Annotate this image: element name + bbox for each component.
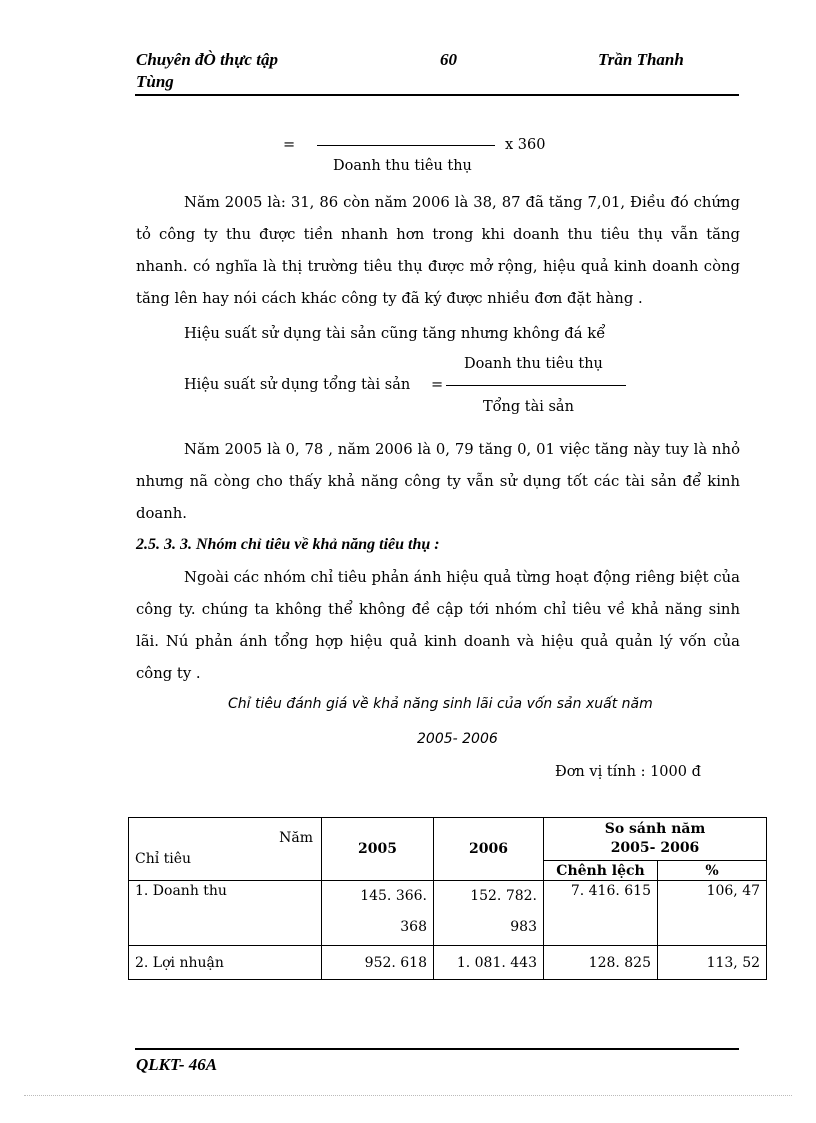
header-2006: 2006 [434, 818, 544, 881]
row-label: 2. Lợi nhuận [129, 946, 322, 980]
paragraph-receivables: Năm 2005 là: 31, 86 còn năm 2006 là 38, 87 đã tăng 7,01, Điều đó chứng tỏ công ty thu được tiền nhanh hơn trong khi doanh thu tiêu thụ vẫn tăng nhanh. có nghĩa là thị trường tiêu thụ được mở rộng, hiệu quả kinh doanh còng tăng lên hay nói cách khác công ty đã ký được nhiều đơn đặt hàng . [136, 194, 740, 307]
formula1-multiplier: x 360 [505, 137, 546, 153]
formula2-label: Hiệu suất sử dụng tổng tài sản [184, 377, 411, 393]
row-value-2005: 952. 618 [322, 946, 434, 980]
footer-rule [135, 1048, 739, 1050]
formula2-fraction-bar [446, 385, 626, 386]
header-comparison-line2: 2005- 2006 [610, 840, 700, 856]
header-2005: 2005 [322, 818, 434, 881]
row-label: 1. Doanh thu [129, 881, 322, 946]
header-left-title: Chuyên đÒ thực tập [136, 50, 278, 69]
header-indicator-label: Chỉ tiêu [135, 851, 192, 867]
footer-text: QLKT- 46A [136, 1055, 218, 1074]
paragraph-profitability-intro: Ngoài các nhóm chỉ tiêu phản ánh hiệu quả từng hoạt động riêng biệt của công ty. chúng ta không thể không đề cập tới nhóm chỉ tiêu về khả năng sinh lãi. Nú phản ánh tổng hợp hiệu quả kinh doanh và hiệu quả quản lý vốn của công ty . [136, 569, 740, 682]
header-year-label: Năm [279, 830, 313, 846]
row-value-2005: 145. 366. 368 [322, 881, 434, 946]
header-corner-cell [129, 818, 322, 881]
header-difference: Chênh lệch [544, 861, 658, 881]
row-percent: 113, 52 [658, 946, 767, 980]
formula2-numerator: Doanh thu tiêu thụ [464, 356, 603, 372]
header-comparison [544, 818, 767, 861]
row-value-2006: 1. 081. 443 [434, 946, 544, 980]
header-author: Trần Thanh [598, 50, 684, 69]
page-bottom-border [24, 1095, 792, 1096]
header-rule [135, 94, 739, 96]
row-value-2006: 152. 782. 983 [434, 881, 544, 946]
page-number: 60 [440, 50, 457, 69]
section-heading: 2.5. 3. 3. Nhóm chỉ tiêu về khả năng tiêu thụ : [136, 536, 440, 553]
row-percent: 106, 47 [658, 881, 767, 946]
row-difference: 7. 416. 615 [544, 881, 658, 946]
formula2-equals: = [431, 377, 444, 393]
table-row [129, 881, 767, 946]
table-unit: Đơn vị tính : 1000 đ [555, 764, 701, 780]
paragraph-asset-efficiency: Hiệu suất sử dụng tài sản cũng tăng nhưng không đá kể [184, 325, 606, 342]
formula1-equals: = [283, 137, 296, 153]
table-row [129, 946, 767, 980]
header-comparison-line1: So sánh năm [604, 821, 706, 837]
formula1-fraction-bar [317, 145, 495, 146]
table-caption: Chỉ tiêu đánh giá về khả năng sinh lãi của vốn sản xuất năm [228, 696, 653, 712]
header-left-title-continued: Tùng [136, 72, 174, 91]
table-caption-years: 2005- 2006 [417, 731, 498, 747]
profitability-table [128, 817, 767, 980]
header-percent: % [658, 861, 767, 881]
formula1-denominator: Doanh thu tiêu thụ [333, 158, 472, 174]
row-difference: 128. 825 [544, 946, 658, 980]
formula2-denominator: Tổng tài sản [483, 399, 574, 415]
paragraph-asset-change: Năm 2005 là 0, 78 , năm 2006 là 0, 79 tăng 0, 01 việc tăng này tuy là nhỏ nhưng nã còng cho thấy khả năng công ty vẫn sử dụng tốt các tài sản để kinh doanh. [136, 441, 740, 522]
